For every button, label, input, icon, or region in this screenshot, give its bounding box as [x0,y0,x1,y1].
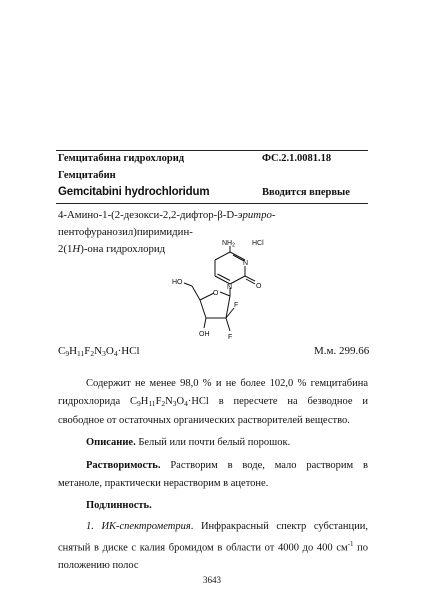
content-paragraph: Содержит не менее 98,0 % и не более 102,0 % гемцитабина гидрохлорида $C_9H_{11}F_2N_3O_4\cdot HCl$ в пересчете на безводное и свободное от остаточных органических растворителей вещество. [58,378,368,426]
monograph-code: ФС.2.1.0081.18 [262,153,332,164]
nh2-label: $NH_2$ [222,240,235,249]
description-paragraph [58,434,368,452]
description-text: Белый или почти белый порошок. [135,437,291,448]
ir-paragraph: 1. ИК-спектрометрия. Инфракрасный спектр субстанции, снятый в диске с калия бромидом в области от 4000 до 400 $см^{-1}$ по положению полос [58,521,369,571]
header-top-rule [56,150,368,151]
header-russian-name: Гемцитабина гидрохлорид [58,153,185,164]
chemical-name-part2: -пентофуранозил)пиримидин- [58,209,276,238]
identity-heading: Подлинность. [86,500,152,511]
solubility-paragraph [58,457,368,492]
header-bottom-rule [56,203,368,204]
molecular-formula: $C_9H_{11}F_2N_3O_4\cdot HCl$ [58,345,140,358]
ho-label: HO [172,279,183,286]
description-label: Описание. [86,437,136,448]
header-note: Вводится впервые [262,187,350,198]
solubility-text: Растворим в воде, мало растворим в метаноле, практически нерастворим в ацетоне. [58,460,368,489]
oh-label: OH [199,331,210,338]
f1-label: F [234,302,239,309]
solubility-label: Растворимость. [86,460,161,471]
structural-formula [170,236,310,344]
molar-mass: М.м. 299.66 [314,345,370,357]
chemical-name-italic: эритро [237,209,272,221]
carbonyl-o-label: O [256,283,262,290]
hcl-label: HCl [252,240,264,247]
page-number: 3643 [203,575,221,585]
ring-n-label: N [243,260,249,267]
header-short-name: Гемцитабин [58,170,116,181]
n1-label: N [227,284,233,291]
chemical-name-part3: 2(1 [58,243,73,255]
chemical-name-part4: )-она гидрохлорид [80,243,166,255]
ring-o-label: O [213,290,219,297]
chemical-name-italic-h: Н [72,243,81,255]
header-latin-name: Gemcitabini hydrochloridum [58,186,210,198]
f2-label: F [228,334,233,341]
ir-label: 1. ИК-спектрометрия [86,521,191,532]
inline-formula: $C_9H_{11}F_2N_3O_4\cdot HCl$ [129,395,209,408]
chemical-name-part1: 4-Амино-1-(2-дезокси-2,2-дифтор-β-D- [58,209,238,221]
